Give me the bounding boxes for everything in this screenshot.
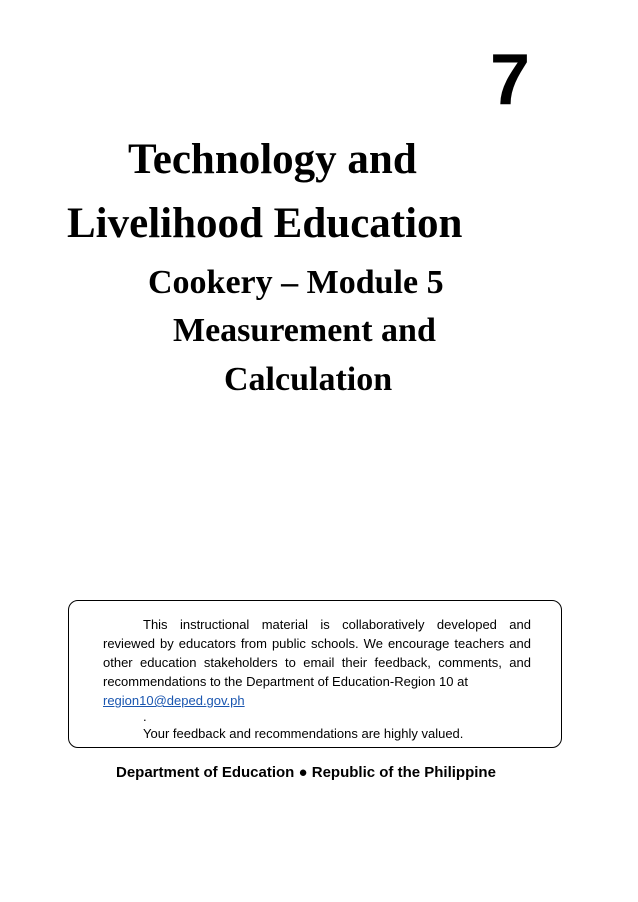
subtitle-module: Cookery – Module 5 bbox=[148, 264, 444, 301]
notice-dot: . bbox=[143, 709, 147, 724]
footer-department: Department of Education ● Republic of the Philippine bbox=[116, 764, 496, 781]
notice-box bbox=[68, 600, 562, 748]
notice-feedback: Your feedback and recommendations are highly valued. bbox=[143, 726, 464, 741]
grade-number: 7 bbox=[490, 40, 531, 120]
subtitle-topic-line-2: Calculation bbox=[224, 361, 393, 398]
title-line-2: Livelihood Education bbox=[67, 200, 463, 247]
subtitle-topic-line-1: Measurement and bbox=[173, 312, 436, 349]
notice-text: This instructional material is collaboratively developed and reviewed by educators from public schools. We encourage teachers and other education stakeholders to email their feedback, comments, and recommendations to the Department of Education-Region 10 at bbox=[103, 617, 531, 689]
email-link[interactable]: region10@deped.gov.ph bbox=[103, 693, 245, 708]
notice-paragraph bbox=[103, 615, 531, 710]
title-line-1: Technology and bbox=[128, 136, 417, 183]
